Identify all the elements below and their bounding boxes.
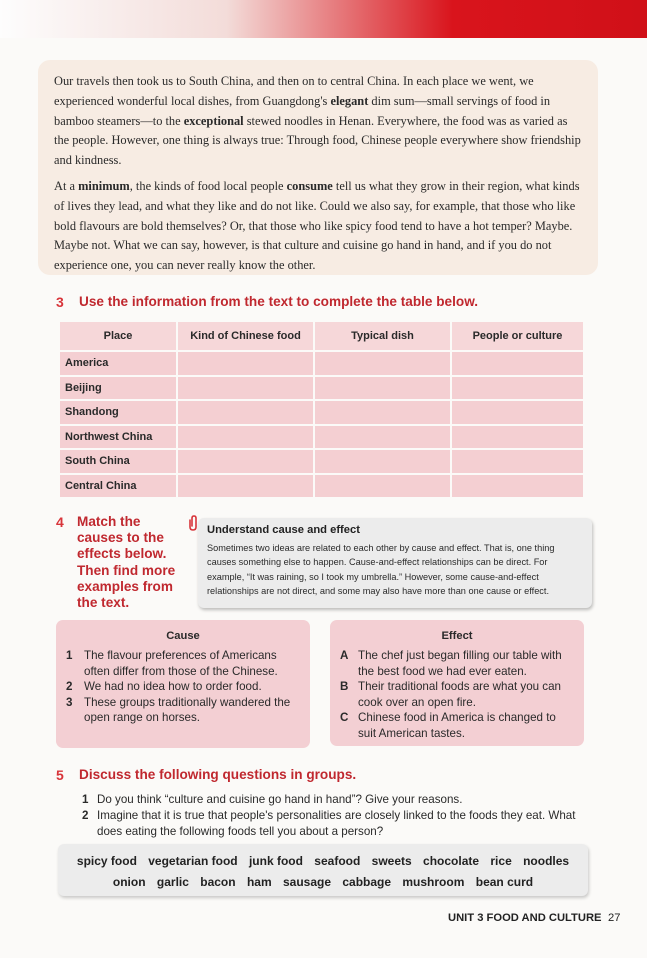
cause-heading: Cause: [166, 630, 200, 642]
answer-cell[interactable]: [177, 400, 314, 425]
reading-paragraph-2: At a minimum, the kinds of food local people consume tell us what they grow in their region, what kinds of lives they lead, and what they like and do not like. Could we also say, for example, that those who like bold flavours are bold themselves? Or, that those who like spicy food tend to have a hot temper? Maybe. Maybe not. What we can say, however, is that culture and cuisine go hand in hand, and if you do not experience one, you can never really know the other.: [54, 178, 580, 273]
place-cell: South China: [59, 449, 177, 474]
food-word: ham: [246, 875, 272, 889]
food-word: bacon: [200, 875, 236, 889]
food-word-box: [58, 844, 588, 896]
food-row-1: [58, 854, 588, 868]
question-item: 2 Imagine that it is true that people's personalities are closely linked to the foods they eat. What does eating the following foods tell you about a person?: [82, 809, 576, 838]
food-word: onion: [112, 875, 146, 889]
effect-item: A The chef just began filling our table with the best food we had ever eaten.: [340, 649, 562, 678]
table-row: [59, 351, 584, 376]
table-row: [59, 449, 584, 474]
task-3-title: Use the information from the text to complete the table below.: [79, 294, 479, 309]
task-5-number: 5: [56, 767, 64, 783]
effect-item: B Their traditional foods are what you can cook over an open fire.: [340, 680, 562, 709]
answer-cell[interactable]: [451, 425, 584, 450]
task-3-number: 3: [56, 294, 64, 310]
food-word: rice: [490, 854, 512, 868]
effect-item: C Chinese food in America is changed to suit American tastes.: [340, 711, 556, 740]
answer-cell[interactable]: [314, 474, 451, 499]
food-word: vegetarian food: [148, 854, 238, 868]
effect-heading: Effect: [441, 630, 473, 642]
answer-cell[interactable]: [314, 449, 451, 474]
place-cell: Central China: [59, 474, 177, 499]
task-4-number: 4: [56, 514, 64, 530]
answer-cell[interactable]: [314, 400, 451, 425]
food-word: cabbage: [342, 875, 392, 889]
reading-passage: [38, 60, 598, 275]
task-5-title: Discuss the following questions in groups.: [79, 767, 357, 782]
answer-cell[interactable]: [314, 425, 451, 450]
page-number: 27: [608, 912, 621, 924]
table-header-row: [59, 321, 584, 351]
food-word: seafood: [314, 854, 361, 868]
food-word: garlic: [156, 875, 189, 889]
food-word: spicy food: [76, 854, 137, 868]
table-row: [59, 376, 584, 401]
place-cell: Northwest China: [59, 425, 177, 450]
food-word: junk food: [248, 854, 303, 868]
task-4-title: Match the causes to the effects below. Then find more examples from the text.: [77, 514, 176, 611]
table-row: [59, 474, 584, 499]
header-typical-dish: Typical dish: [314, 321, 451, 351]
completion-table: [58, 320, 585, 499]
tip-text: Sometimes two ideas are related to each other by cause and effect. That is, one thing causes something else to happen. Cause-and-effect relationships can be direct. For example, “It was raining, so I took my umbrella.” However, some cause-and-effect relationships are not direct, and some may also have more than one cause or effect.: [207, 543, 555, 597]
answer-cell[interactable]: [177, 351, 314, 376]
reading-paragraph-1: Our travels then took us to South China, and then on to central China. In each place we went, we experienced wonderful local dishes, from Guangdong's elegant dim sum—small servings of food in bamboo steamers—to the exceptional stewed noodles in Henan. Everywhere, the food was as varied as the people. However, one thing is always true: Through food, Chinese people everywhere show friendship and kindness.: [54, 74, 581, 168]
effect-box: [330, 620, 584, 746]
answer-cell[interactable]: [177, 376, 314, 401]
food-word: sausage: [282, 875, 331, 889]
answer-cell[interactable]: [314, 376, 451, 401]
question-item: 1 Do you think “culture and cuisine go hand in hand”? Give your reasons.: [82, 793, 463, 806]
footer-unit-title: UNIT 3 FOOD AND CULTURE: [448, 912, 602, 924]
answer-cell[interactable]: [177, 474, 314, 499]
place-cell: Shandong: [59, 400, 177, 425]
food-word: mushroom: [402, 875, 465, 889]
food-word: sweets: [371, 854, 412, 868]
tip-heading: Understand cause and effect: [207, 524, 360, 536]
tip-box: [198, 518, 592, 608]
answer-cell[interactable]: [451, 474, 584, 499]
food-word: chocolate: [423, 854, 480, 868]
answer-cell[interactable]: [451, 449, 584, 474]
cause-box: [56, 620, 310, 748]
place-cell: Beijing: [59, 376, 177, 401]
answer-cell[interactable]: [177, 449, 314, 474]
cause-item: 1 The flavour preferences of Americans often differ from those of the Chinese.: [66, 649, 278, 678]
cause-item: 2 We had no idea how to order food.: [66, 680, 262, 693]
table-row: [59, 425, 584, 450]
header-place: Place: [59, 321, 177, 351]
table-row: [59, 400, 584, 425]
header-kind-of-food: Kind of Chinese food: [177, 321, 314, 351]
place-cell: America: [59, 351, 177, 376]
answer-cell[interactable]: [177, 425, 314, 450]
cause-item: 3 These groups traditionally wandered the open range on horses.: [66, 695, 291, 724]
food-word: bean curd: [475, 875, 534, 889]
answer-cell[interactable]: [314, 351, 451, 376]
header-people-culture: People or culture: [451, 321, 584, 351]
answer-cell[interactable]: [451, 376, 584, 401]
food-word: noodles: [523, 854, 570, 868]
top-banner: [0, 0, 647, 38]
food-row-2: [58, 875, 588, 889]
answer-cell[interactable]: [451, 400, 584, 425]
answer-cell[interactable]: [451, 351, 584, 376]
